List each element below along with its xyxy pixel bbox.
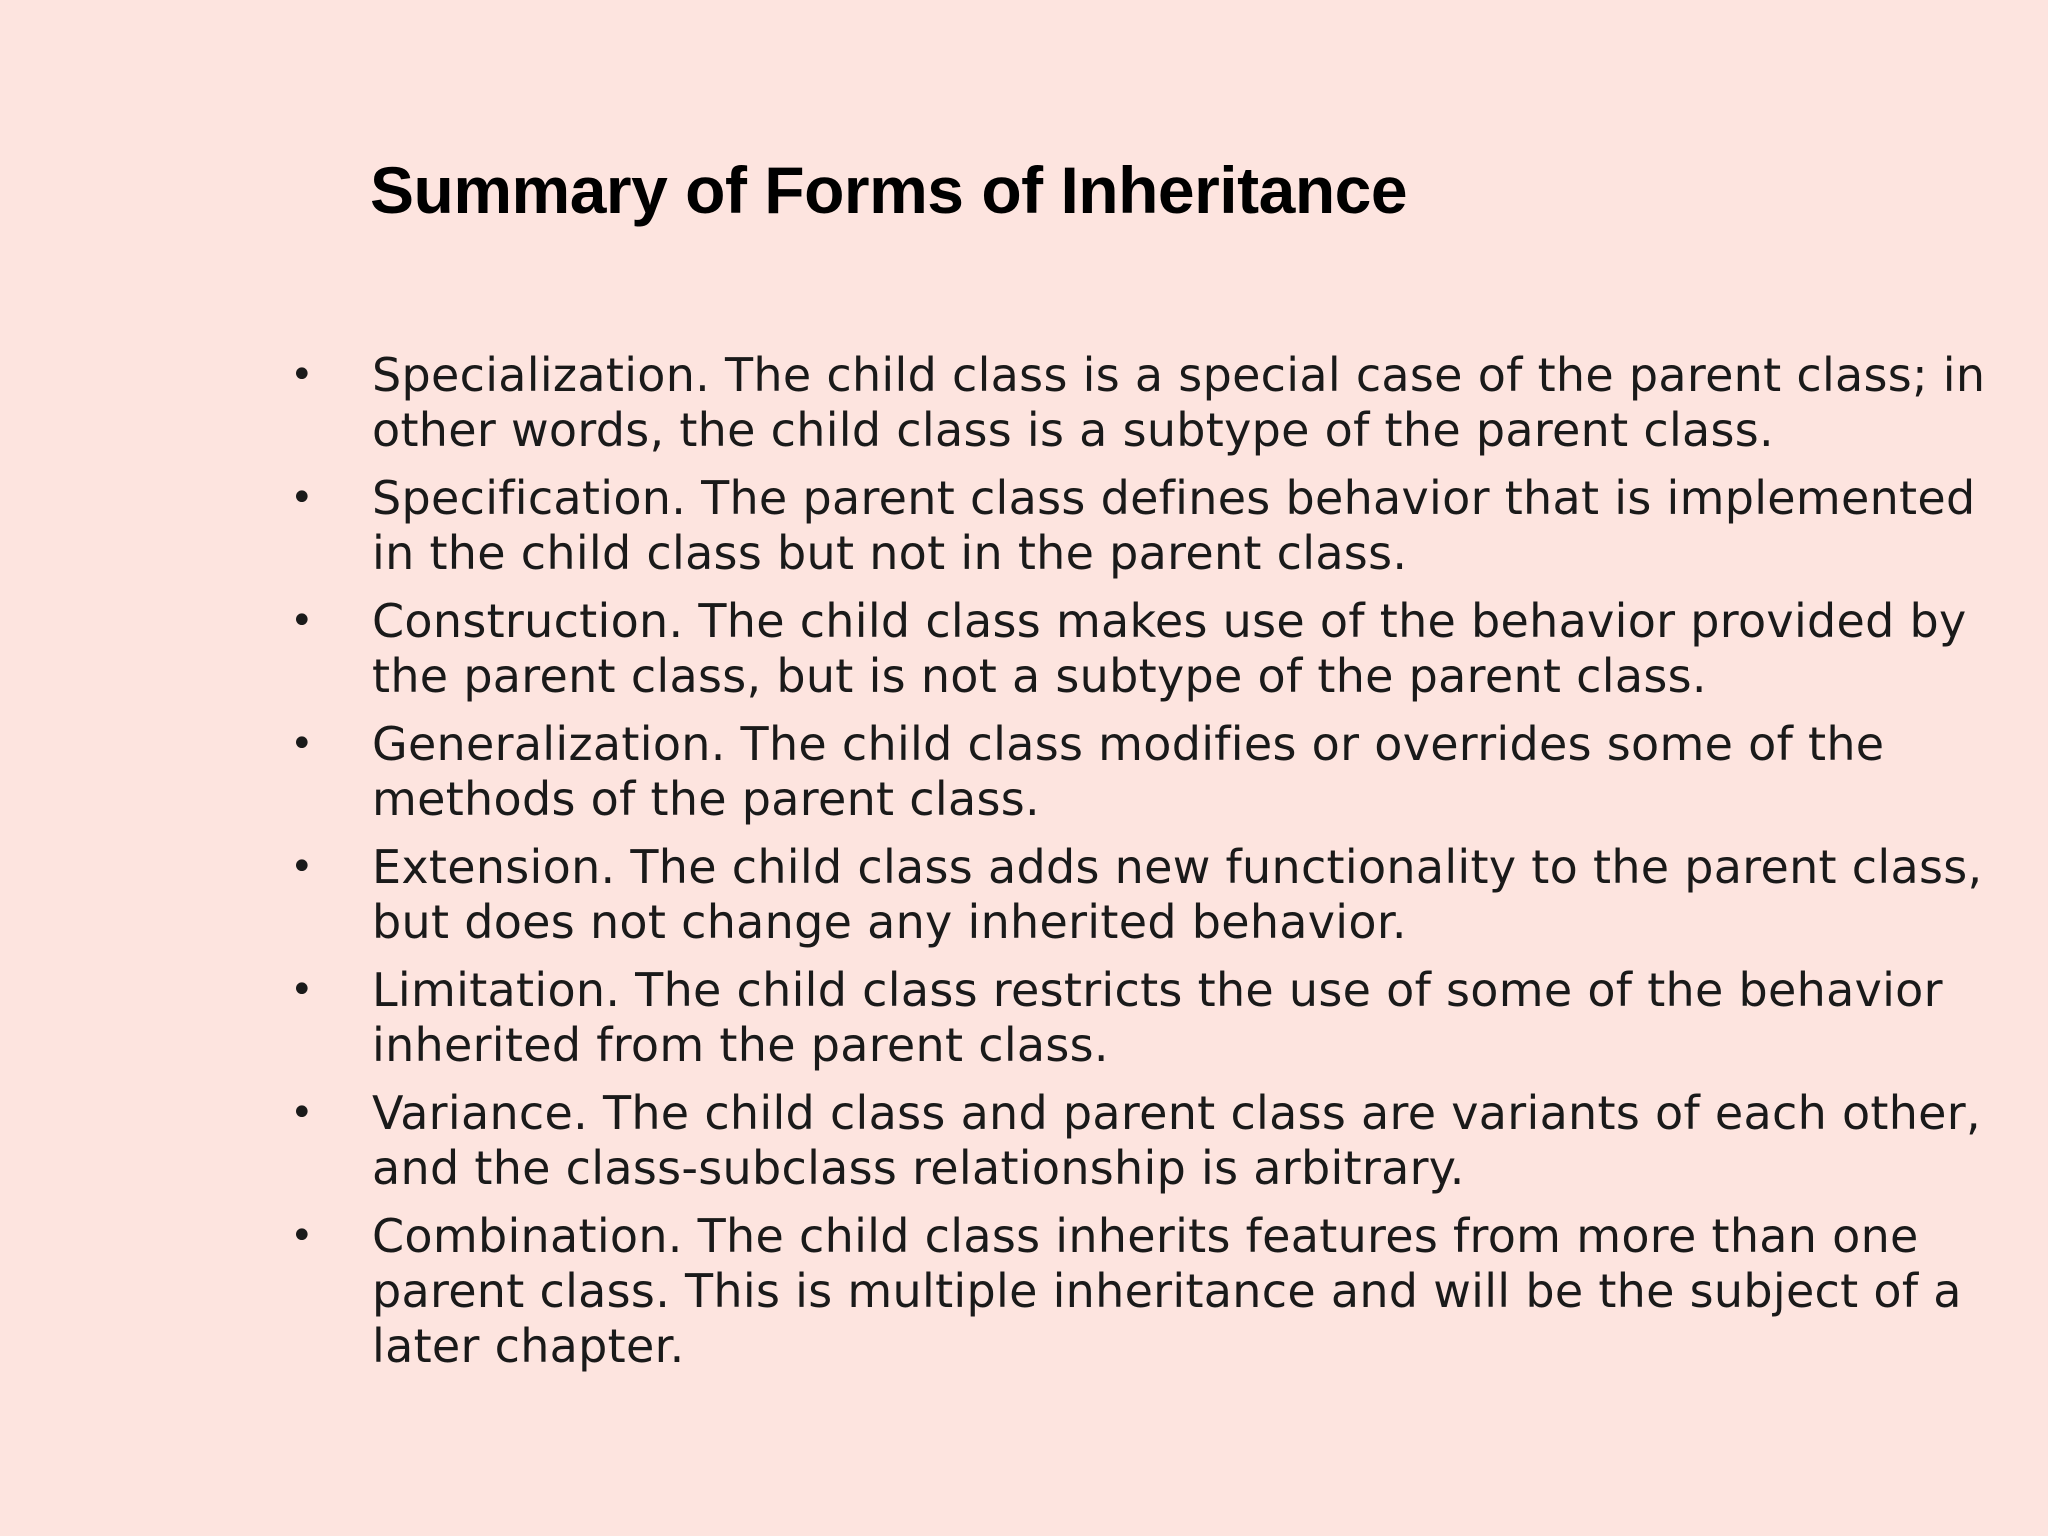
list-item-text: Specification. The parent class defines behavior that is implemented in the child class but not in the parent class.	[372, 471, 1976, 580]
list-item-text: Generalization. The child class modifies or overrides some of the methods of the parent class.	[372, 717, 1885, 826]
bullet-icon: •	[290, 475, 314, 521]
list-item-text: Specialization. The child class is a special case of the parent class; in other words, the child class is a subtype of the parent class.	[372, 348, 1986, 457]
bullet-icon: •	[290, 967, 314, 1013]
list-item-text: Combination. The child class inherits features from more than one parent class. This is multiple inheritance and will be the subject of a later chapter.	[372, 1209, 1962, 1373]
bullet-icon: •	[290, 352, 314, 398]
list-item	[0, 594, 2032, 704]
list-item	[0, 717, 2032, 827]
bullet-icon: •	[290, 1213, 314, 1259]
bullet-list	[0, 348, 2032, 1387]
list-item-text: Variance. The child class and parent class are variants of each other, and the class-subclass relationship is arbitrary.	[372, 1086, 1981, 1195]
bullet-icon: •	[290, 598, 314, 644]
list-item	[0, 1086, 2032, 1196]
slide-title: Summary of Forms of Inheritance	[370, 153, 1408, 227]
list-item-text: Construction. The child class makes use of the behavior provided by the parent class, but is not a subtype of the parent class.	[372, 594, 1967, 703]
list-item	[0, 1209, 2032, 1374]
list-item-text: Limitation. The child class restricts the use of some of the behavior inherited from the parent class.	[372, 963, 1943, 1072]
list-item	[0, 963, 2032, 1073]
bullet-icon: •	[290, 844, 314, 890]
list-item-text: Extension. The child class adds new functionality to the parent class, but does not change any inherited behavior.	[372, 840, 1983, 949]
bullet-icon: •	[290, 1090, 314, 1136]
list-item	[0, 840, 2032, 950]
list-item	[0, 471, 2032, 581]
list-item	[0, 348, 2032, 458]
bullet-icon: •	[290, 721, 314, 767]
